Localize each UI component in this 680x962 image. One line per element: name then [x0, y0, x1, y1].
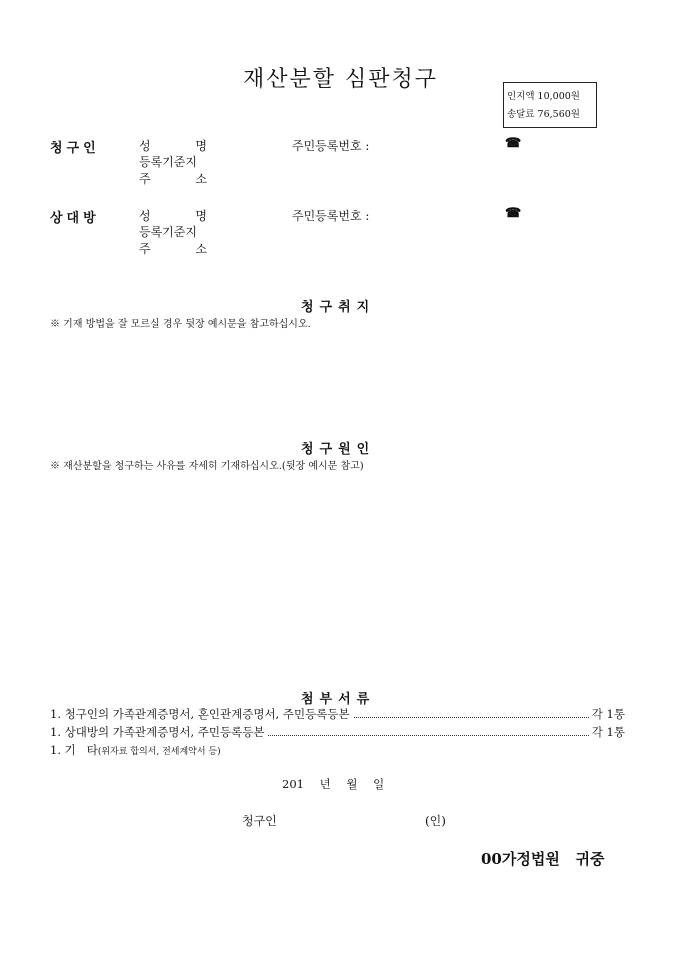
address-label-char-2: 소 — [195, 172, 207, 186]
opponent-name-label — [139, 207, 207, 224]
claim-cause-heading: 청구원인 — [301, 442, 376, 457]
phone-icon: ☎ — [505, 136, 522, 151]
attachment-item-text: 1. 상대방의 가족관계증명서, 주민등록등본 — [50, 725, 265, 739]
attachment-etc — [50, 742, 221, 758]
name-label-char-1: 성 — [139, 139, 151, 153]
delivery-fee-line: 송달료 76,560원 — [507, 109, 580, 120]
attachment-etc-label: 1. 기 타 — [50, 743, 98, 757]
claimant-label: 청구인 — [50, 141, 100, 156]
attachment-item — [50, 724, 625, 740]
court-addressee: 00가정법원 귀중 — [481, 850, 605, 868]
attachments-heading: 첨부서류 — [301, 692, 376, 707]
claimant-name-label — [139, 137, 207, 154]
attachment-item-count: 각 1통 — [591, 707, 625, 721]
claimant-address-label — [139, 170, 207, 187]
name-label-char-1: 성 — [139, 209, 151, 223]
address-label-char-1: 주 — [139, 172, 151, 186]
name-label-char-2: 명 — [195, 139, 207, 153]
name-label-char-2: 명 — [195, 209, 207, 223]
date-line: 201 년 월 일 — [282, 777, 385, 791]
signature-label: 청구인 — [242, 814, 277, 828]
document-title: 재산분할 심판청구 — [243, 67, 439, 92]
claimant-reg-number-label: 주민등록번호 : — [292, 139, 370, 153]
opponent-address-label — [139, 240, 207, 257]
attachment-etc-detail: (위자료 합의서, 전세계약서 등) — [97, 747, 221, 757]
opponent-registry-label: 등록기준지 — [139, 225, 197, 239]
claim-purpose-heading: 청구취지 — [301, 300, 376, 315]
opponent-label: 상대방 — [50, 211, 100, 226]
dotted-leader — [268, 735, 588, 736]
address-label-char-1: 주 — [139, 242, 151, 256]
claimant-registry-label: 등록기준지 — [139, 155, 197, 169]
stamp-fee-line: 인지액 10,000원 — [507, 91, 580, 102]
opponent-reg-number-label: 주민등록번호 : — [292, 209, 370, 223]
claim-purpose-note: ※ 기재 방법을 잘 모르실 경우 뒷장 예시문을 참고하십시오. — [50, 319, 311, 330]
claim-cause-note: ※ 재산분할을 청구하는 사유를 자세히 기재하십시오.(뒷장 예시문 참고) — [50, 461, 364, 472]
dotted-leader — [354, 717, 589, 718]
phone-icon: ☎ — [505, 206, 522, 221]
attachment-item-count: 각 1통 — [591, 725, 625, 739]
address-label-char-2: 소 — [195, 242, 207, 256]
seal-mark: (인) — [425, 814, 446, 828]
attachment-item-text: 1. 청구인의 가족관계증명서, 혼인관계증명서, 주민등록등본 — [50, 707, 350, 721]
attachment-item — [50, 706, 625, 722]
